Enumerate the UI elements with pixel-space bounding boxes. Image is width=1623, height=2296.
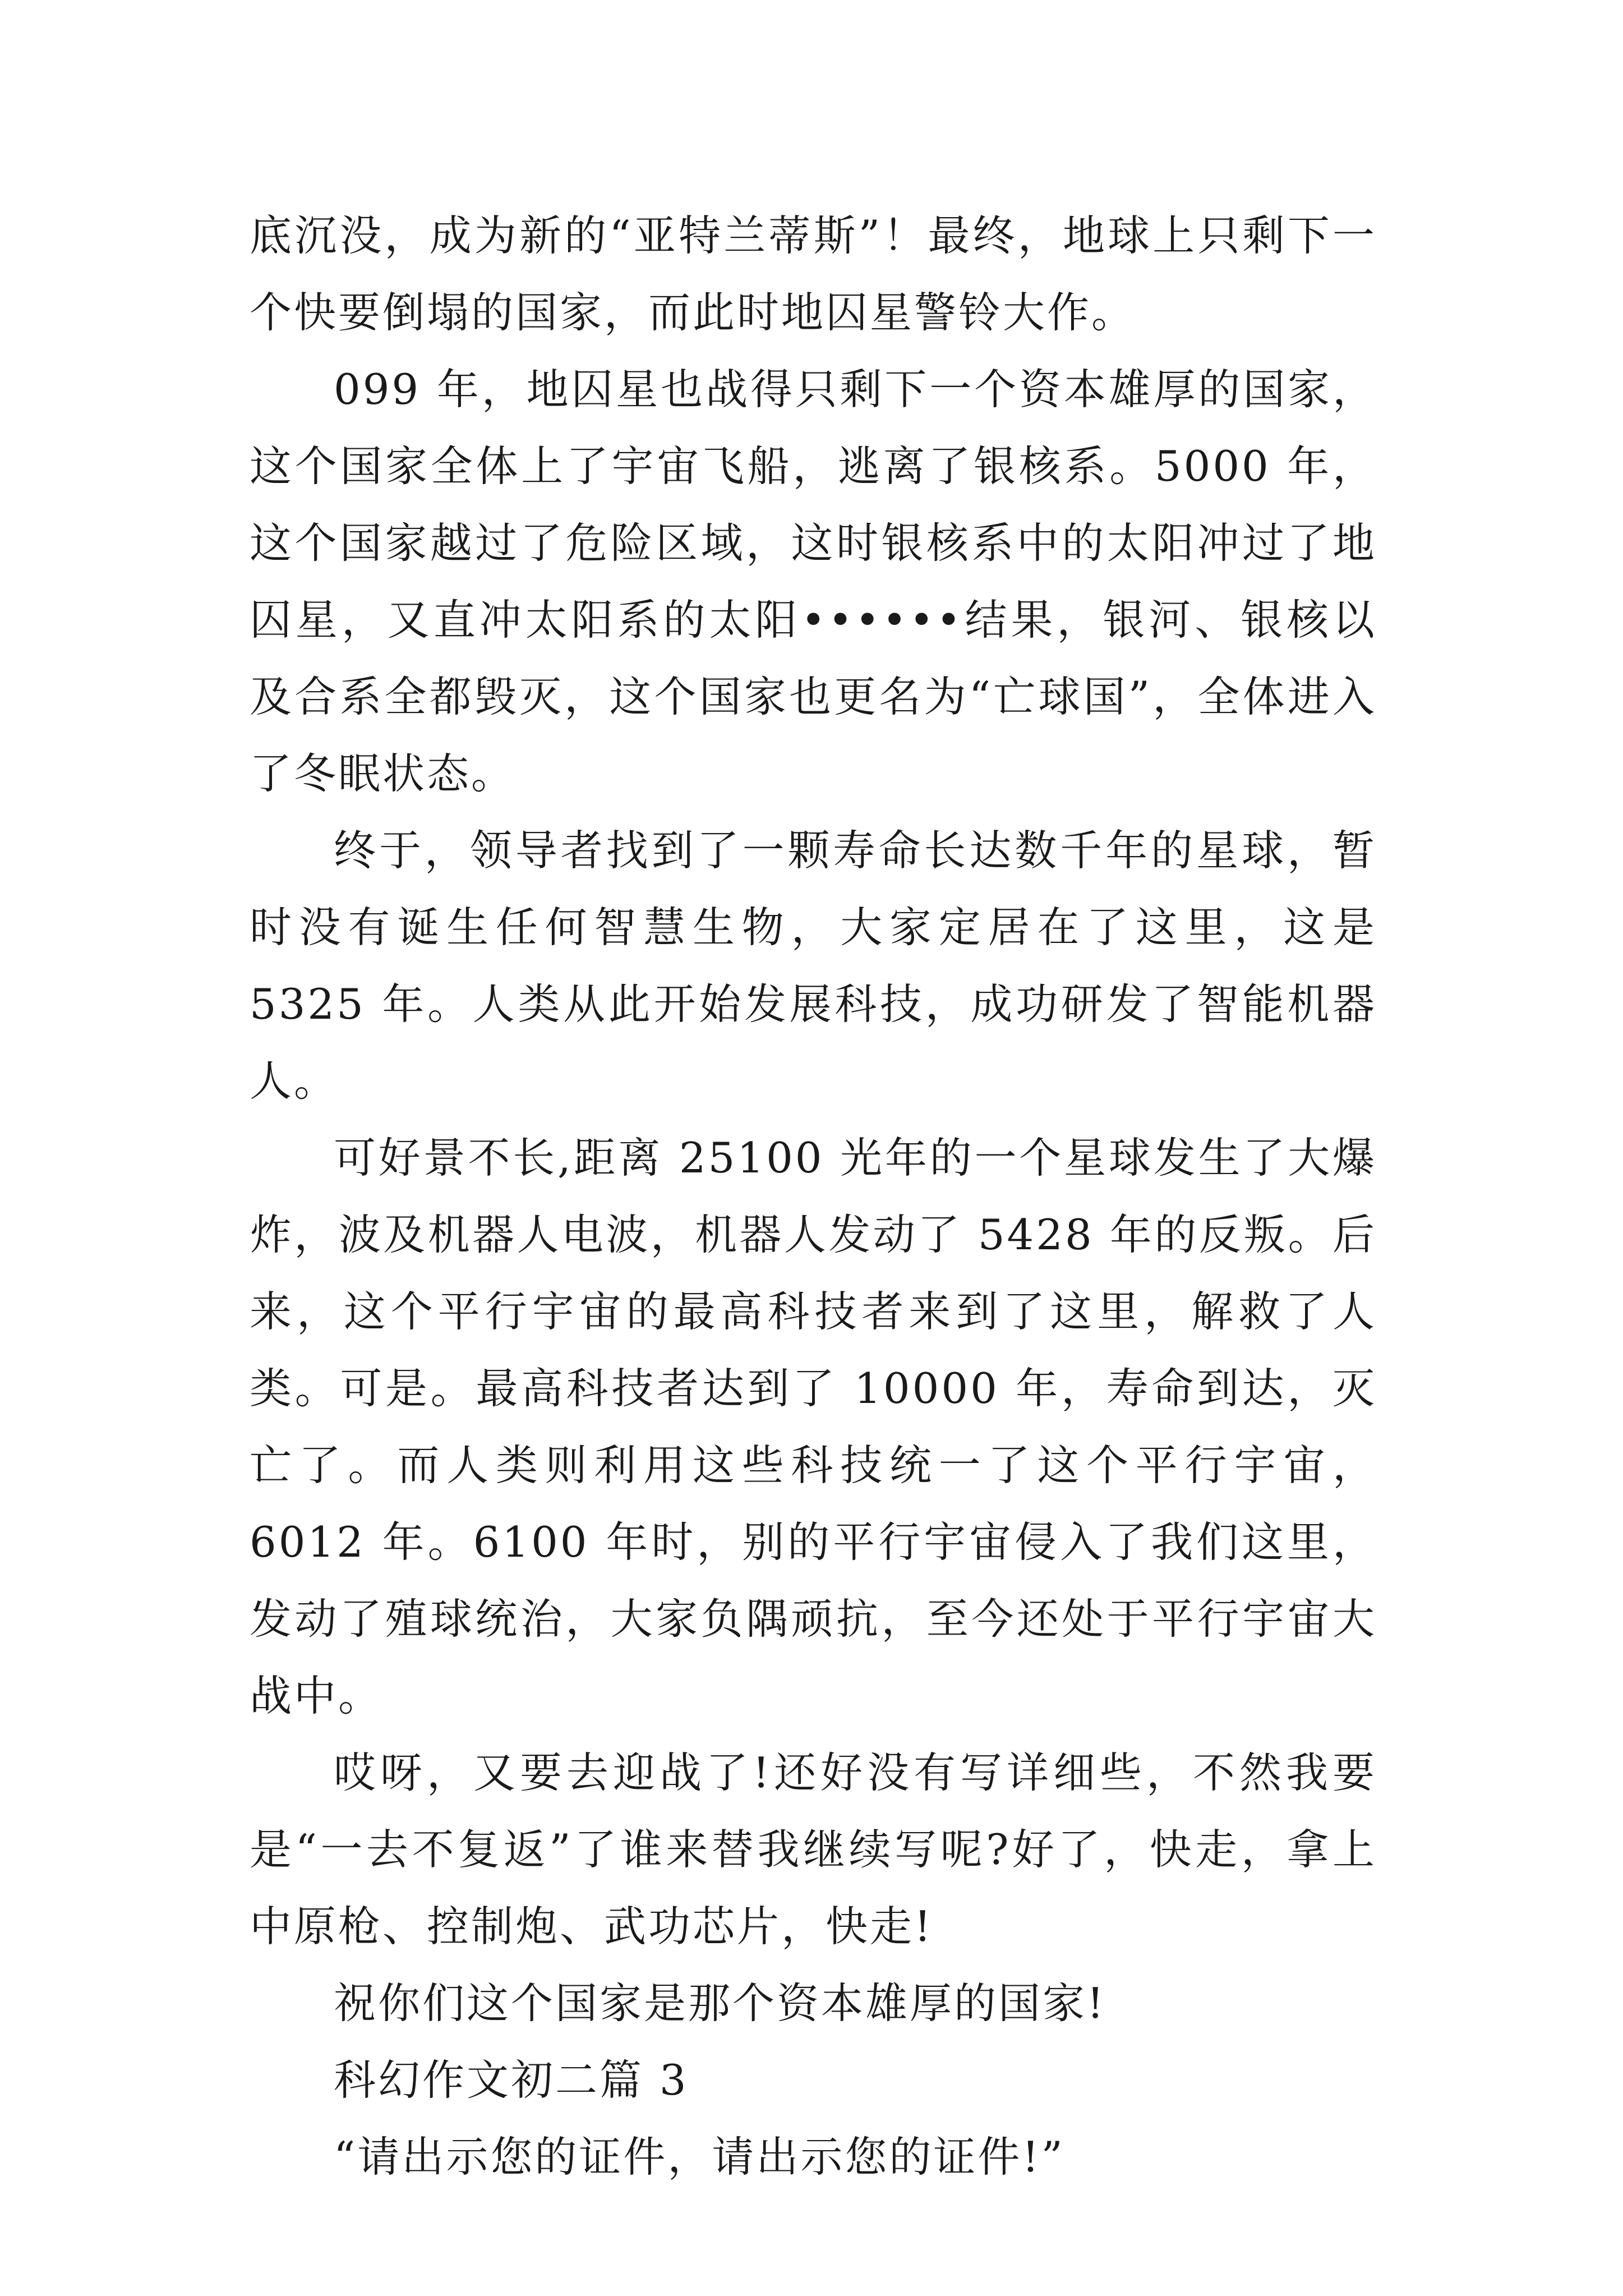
paragraph-rebellion: 可好景不长,距离 25100 光年的一个星球发生了大爆炸，波及机器人电波，机器人发动了 5428 年的反叛。后来，这个平行宇宙的最高科技者来到了这里，解救了人类。可是。最高科技者达到了 10000 年，寿命到达，灭亡了。而人类则利用这些科技统一了这个平行宇宙，6012 年。6100 年时，别的平行宇宙侵入了我们这里，发动了殖球统治，大家负隅顽抗，至今还处于平行宇宙大战中。	[250, 1133, 1377, 1720]
article-body	[250, 197, 1377, 2196]
paragraph-wish: 祝你们这个国家是那个资本雄厚的国家!	[334, 1978, 1106, 2028]
paragraph-escape: 099 年，地囚星也战得只剩下一个资本雄厚的国家，这个国家全体上了宇宙飞船，逃离了银核系。5000 年，这个国家越过了危险区域，这时银核系中的太阳冲过了地囚星，又直冲太阳系的太阳••••••结果，银河、银核以及合系全都毁灭，这个国家也更名为“亡球国”，全体进入了冬眠状态。	[250, 365, 1377, 798]
section-heading: 科幻作文初二篇 3	[334, 2055, 689, 2105]
paragraph-dialogue: “请出示您的证件，请出示您的证件!”	[334, 2132, 1065, 2182]
paragraph-battle: 哎呀，又要去迎战了!还好没有写详细些，不然我要是“一去不复返”了谁来替我继续写呢?好了，快走，拿上中原枪、控制炮、武功芯片，快走!	[250, 1748, 1377, 1951]
paragraph-continuation: 底沉没，成为新的“亚特兰蒂斯”！最终，地球上只剩下一个快要倒塌的国家，而此时地囚星警铃大作。	[250, 211, 1377, 337]
paragraph-settlement: 终于，领导者找到了一颗寿命长达数千年的星球，暂时没有诞生任何智慧生物，大家定居在了这里，这是 5325 年。人类从此开始发展科技，成功研发了智能机器人。	[250, 826, 1377, 1106]
